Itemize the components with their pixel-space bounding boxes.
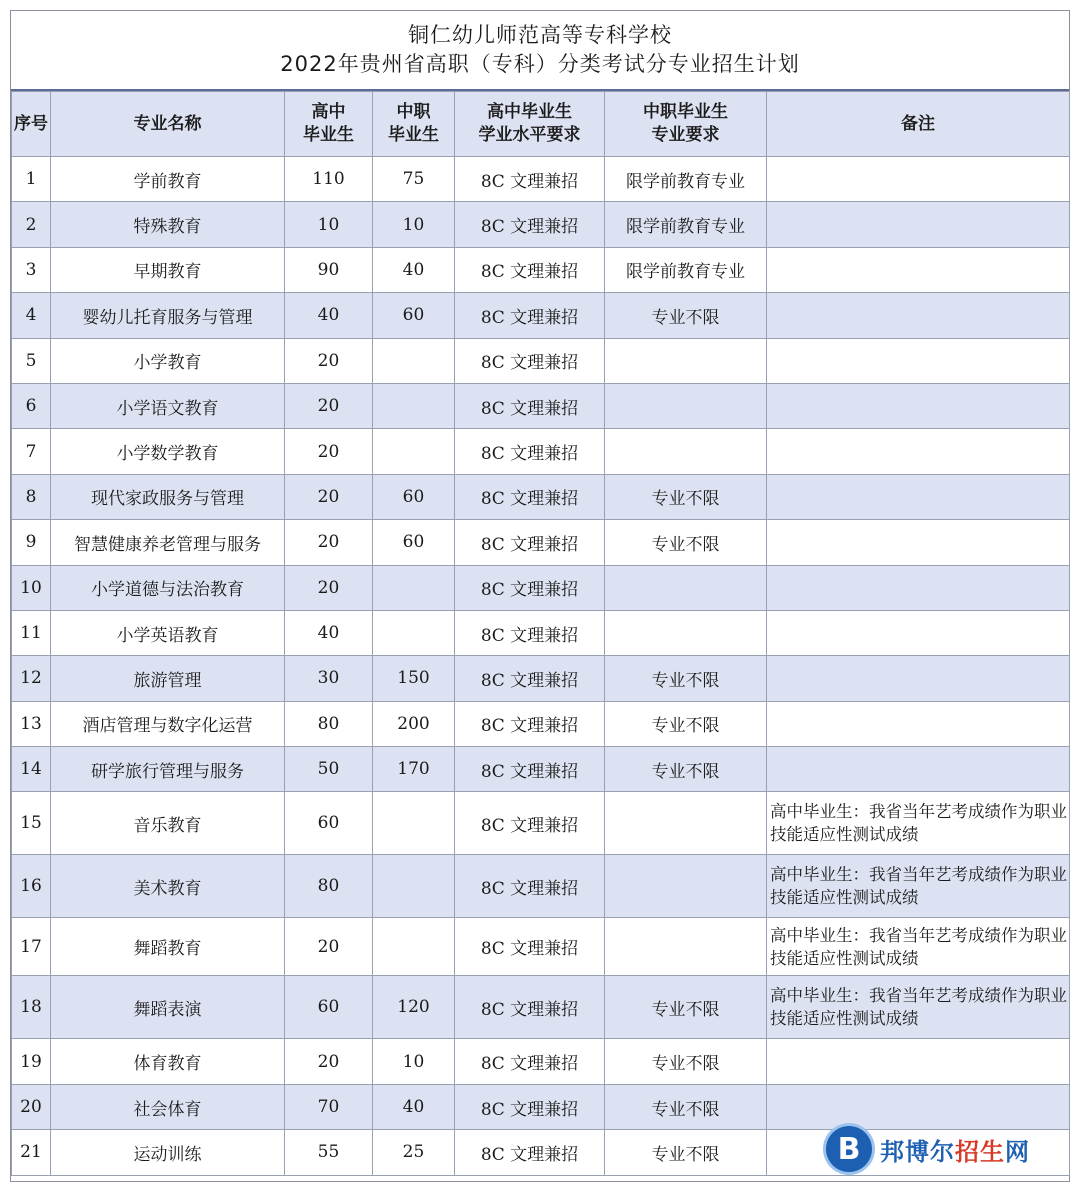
col-header-hs-grads <box>285 92 373 157</box>
cell-no: 11 <box>12 610 51 655</box>
cell-hs-count: 60 <box>285 792 373 855</box>
cell-vs-count: 170 <box>373 747 455 792</box>
cell-no: 19 <box>12 1039 51 1084</box>
table-row <box>12 383 1070 428</box>
table-row <box>12 976 1070 1039</box>
cell-hs-count: 40 <box>285 293 373 338</box>
cell-no: 12 <box>12 656 51 701</box>
col-header-vs-req-line2: 专业要求 <box>651 125 720 145</box>
document-header <box>11 11 1069 91</box>
cell-note <box>767 565 1070 610</box>
cell-vs-requirement: 专业不限 <box>605 1130 767 1175</box>
cell-vs-requirement: 限学前教育专业 <box>605 157 767 202</box>
table-row <box>12 247 1070 292</box>
school-name: 铜仁幼儿师范高等专科学校 <box>408 23 672 47</box>
cell-vs-count <box>373 383 455 428</box>
cell-hs-requirement: 8C 文理兼招 <box>455 338 605 383</box>
plan-title: 2022年贵州省高职（专科）分类考试分专业招生计划 <box>280 52 800 76</box>
cell-no: 10 <box>12 565 51 610</box>
cell-vs-requirement: 专业不限 <box>605 976 767 1039</box>
col-header-note: 备注 <box>767 92 1070 157</box>
col-header-vs-req-line1: 中职毕业生 <box>643 102 728 122</box>
cell-vs-count <box>373 565 455 610</box>
cell-vs-requirement: 专业不限 <box>605 1039 767 1084</box>
cell-no: 6 <box>12 383 51 428</box>
cell-no: 18 <box>12 976 51 1039</box>
cell-note <box>767 338 1070 383</box>
cell-hs-count: 80 <box>285 855 373 918</box>
cell-vs-count <box>373 918 455 976</box>
table-row <box>12 918 1070 976</box>
watermark-logo-icon: B <box>826 1126 872 1172</box>
cell-note <box>767 610 1070 655</box>
cell-no: 17 <box>12 918 51 976</box>
cell-hs-requirement: 8C 文理兼招 <box>455 520 605 565</box>
col-header-vs-line1: 中职 <box>396 102 431 122</box>
cell-major: 小学英语教育 <box>51 610 285 655</box>
cell-note <box>767 701 1070 746</box>
cell-major: 音乐教育 <box>51 792 285 855</box>
cell-no: 7 <box>12 429 51 474</box>
cell-no: 16 <box>12 855 51 918</box>
cell-note: 高中毕业生：我省当年艺考成绩作为职业技能适应性测试成绩 <box>767 855 1070 918</box>
table-row <box>12 474 1070 519</box>
cell-major: 现代家政服务与管理 <box>51 474 285 519</box>
table-header-row <box>12 92 1070 157</box>
col-header-hs-req-line1: 高中毕业生 <box>487 102 572 122</box>
col-header-hs-req-line2: 学业水平要求 <box>478 125 581 145</box>
cell-no: 4 <box>12 293 51 338</box>
table-row <box>12 1084 1070 1129</box>
table-row <box>12 701 1070 746</box>
cell-vs-count: 150 <box>373 656 455 701</box>
cell-vs-requirement: 专业不限 <box>605 293 767 338</box>
cell-hs-count: 30 <box>285 656 373 701</box>
cell-note: 高中毕业生：我省当年艺考成绩作为职业技能适应性测试成绩 <box>767 976 1070 1039</box>
cell-major: 小学道德与法治教育 <box>51 565 285 610</box>
cell-no: 5 <box>12 338 51 383</box>
table-row <box>12 429 1070 474</box>
cell-hs-requirement: 8C 文理兼招 <box>455 976 605 1039</box>
cell-no: 3 <box>12 247 51 292</box>
watermark-text-a: 邦博尔 <box>880 1137 955 1166</box>
table-row <box>12 855 1070 918</box>
cell-major: 特殊教育 <box>51 202 285 247</box>
col-header-major: 专业名称 <box>51 92 285 157</box>
table-row <box>12 792 1070 855</box>
cell-vs-count <box>373 338 455 383</box>
site-watermark <box>826 1124 1070 1174</box>
cell-vs-requirement <box>605 610 767 655</box>
cell-major: 酒店管理与数字化运营 <box>51 701 285 746</box>
cell-vs-count: 120 <box>373 976 455 1039</box>
cell-vs-count <box>373 610 455 655</box>
cell-hs-count: 40 <box>285 610 373 655</box>
col-header-hs-line1: 高中 <box>311 102 346 122</box>
cell-major: 小学语文教育 <box>51 383 285 428</box>
table-row <box>12 338 1070 383</box>
col-header-no: 序号 <box>12 92 51 157</box>
cell-vs-count: 40 <box>373 1084 455 1129</box>
cell-hs-count: 80 <box>285 701 373 746</box>
cell-no: 9 <box>12 520 51 565</box>
cell-note <box>767 656 1070 701</box>
cell-vs-requirement <box>605 429 767 474</box>
cell-hs-count: 20 <box>285 383 373 428</box>
col-header-vs-grads <box>373 92 455 157</box>
cell-vs-count: 25 <box>373 1130 455 1175</box>
cell-major: 美术教育 <box>51 855 285 918</box>
cell-vs-count: 10 <box>373 202 455 247</box>
cell-major: 早期教育 <box>51 247 285 292</box>
cell-vs-count: 200 <box>373 701 455 746</box>
cell-major: 智慧健康养老管理与服务 <box>51 520 285 565</box>
cell-hs-count: 20 <box>285 918 373 976</box>
cell-hs-requirement: 8C 文理兼招 <box>455 383 605 428</box>
cell-note <box>767 520 1070 565</box>
cell-no: 14 <box>12 747 51 792</box>
cell-vs-requirement <box>605 792 767 855</box>
cell-vs-count: 60 <box>373 474 455 519</box>
table-row <box>12 1039 1070 1084</box>
cell-hs-requirement: 8C 文理兼招 <box>455 293 605 338</box>
table-row <box>12 565 1070 610</box>
cell-vs-requirement <box>605 338 767 383</box>
cell-hs-requirement: 8C 文理兼招 <box>455 247 605 292</box>
table-body <box>12 157 1070 1176</box>
cell-vs-count: 10 <box>373 1039 455 1084</box>
cell-vs-requirement <box>605 918 767 976</box>
cell-no: 20 <box>12 1084 51 1129</box>
cell-hs-requirement: 8C 文理兼招 <box>455 1130 605 1175</box>
cell-major: 舞蹈表演 <box>51 976 285 1039</box>
cell-hs-count: 20 <box>285 520 373 565</box>
cell-note <box>767 202 1070 247</box>
cell-vs-requirement: 专业不限 <box>605 656 767 701</box>
cell-hs-count: 10 <box>285 202 373 247</box>
cell-hs-count: 20 <box>285 565 373 610</box>
cell-hs-count: 55 <box>285 1130 373 1175</box>
enrollment-table <box>11 91 1070 1176</box>
cell-note <box>767 474 1070 519</box>
cell-hs-count: 50 <box>285 747 373 792</box>
cell-major: 旅游管理 <box>51 656 285 701</box>
cell-note <box>767 157 1070 202</box>
col-header-vs-line2: 毕业生 <box>388 125 439 145</box>
cell-vs-requirement: 专业不限 <box>605 474 767 519</box>
cell-hs-count: 20 <box>285 429 373 474</box>
cell-major: 小学数学教育 <box>51 429 285 474</box>
cell-vs-requirement <box>605 383 767 428</box>
admission-plan-document <box>10 10 1070 1182</box>
cell-note <box>767 747 1070 792</box>
table-row <box>12 747 1070 792</box>
cell-hs-count: 70 <box>285 1084 373 1129</box>
cell-no: 2 <box>12 202 51 247</box>
cell-hs-count: 20 <box>285 338 373 383</box>
table-row <box>12 293 1070 338</box>
cell-vs-requirement <box>605 565 767 610</box>
watermark-text <box>880 1132 1030 1167</box>
cell-hs-requirement: 8C 文理兼招 <box>455 792 605 855</box>
cell-no: 8 <box>12 474 51 519</box>
cell-vs-count <box>373 855 455 918</box>
cell-major: 婴幼儿托育服务与管理 <box>51 293 285 338</box>
cell-vs-requirement: 专业不限 <box>605 520 767 565</box>
cell-vs-requirement: 限学前教育专业 <box>605 202 767 247</box>
cell-hs-requirement: 8C 文理兼招 <box>455 474 605 519</box>
cell-vs-requirement <box>605 855 767 918</box>
table-row <box>12 202 1070 247</box>
cell-vs-count: 60 <box>373 520 455 565</box>
cell-hs-requirement: 8C 文理兼招 <box>455 157 605 202</box>
cell-major: 学前教育 <box>51 157 285 202</box>
cell-vs-requirement: 专业不限 <box>605 1084 767 1129</box>
watermark-text-b: 招生 <box>955 1137 1005 1166</box>
cell-vs-count <box>373 792 455 855</box>
cell-hs-requirement: 8C 文理兼招 <box>455 701 605 746</box>
cell-hs-requirement: 8C 文理兼招 <box>455 610 605 655</box>
cell-hs-count: 60 <box>285 976 373 1039</box>
cell-hs-requirement: 8C 文理兼招 <box>455 429 605 474</box>
cell-vs-count: 40 <box>373 247 455 292</box>
cell-vs-requirement: 限学前教育专业 <box>605 247 767 292</box>
cell-note <box>767 429 1070 474</box>
cell-hs-requirement: 8C 文理兼招 <box>455 747 605 792</box>
cell-note: 高中毕业生：我省当年艺考成绩作为职业技能适应性测试成绩 <box>767 918 1070 976</box>
cell-note <box>767 293 1070 338</box>
cell-note <box>767 1084 1070 1129</box>
cell-major: 舞蹈教育 <box>51 918 285 976</box>
table-row <box>12 656 1070 701</box>
cell-hs-count: 20 <box>285 474 373 519</box>
table-row <box>12 520 1070 565</box>
cell-note: 高中毕业生：我省当年艺考成绩作为职业技能适应性测试成绩 <box>767 792 1070 855</box>
cell-major: 体育教育 <box>51 1039 285 1084</box>
cell-vs-count <box>373 429 455 474</box>
cell-no: 21 <box>12 1130 51 1175</box>
watermark-text-c: 网 <box>1005 1137 1030 1166</box>
cell-vs-count: 60 <box>373 293 455 338</box>
cell-hs-requirement: 8C 文理兼招 <box>455 656 605 701</box>
cell-hs-requirement: 8C 文理兼招 <box>455 855 605 918</box>
cell-vs-count: 75 <box>373 157 455 202</box>
cell-hs-requirement: 8C 文理兼招 <box>455 565 605 610</box>
cell-hs-count: 110 <box>285 157 373 202</box>
cell-hs-requirement: 8C 文理兼招 <box>455 918 605 976</box>
cell-no: 15 <box>12 792 51 855</box>
cell-vs-requirement: 专业不限 <box>605 747 767 792</box>
cell-no: 13 <box>12 701 51 746</box>
cell-note <box>767 1039 1070 1084</box>
cell-hs-requirement: 8C 文理兼招 <box>455 1084 605 1129</box>
cell-note <box>767 247 1070 292</box>
cell-major: 小学教育 <box>51 338 285 383</box>
cell-hs-count: 20 <box>285 1039 373 1084</box>
cell-note <box>767 383 1070 428</box>
cell-hs-requirement: 8C 文理兼招 <box>455 1039 605 1084</box>
table-row <box>12 610 1070 655</box>
cell-major: 研学旅行管理与服务 <box>51 747 285 792</box>
cell-major: 运动训练 <box>51 1130 285 1175</box>
cell-vs-requirement: 专业不限 <box>605 701 767 746</box>
col-header-hs-requirement <box>455 92 605 157</box>
cell-no: 1 <box>12 157 51 202</box>
col-header-vs-requirement <box>605 92 767 157</box>
cell-hs-requirement: 8C 文理兼招 <box>455 202 605 247</box>
table-row <box>12 157 1070 202</box>
col-header-hs-line2: 毕业生 <box>303 125 354 145</box>
cell-major: 社会体育 <box>51 1084 285 1129</box>
cell-hs-count: 90 <box>285 247 373 292</box>
